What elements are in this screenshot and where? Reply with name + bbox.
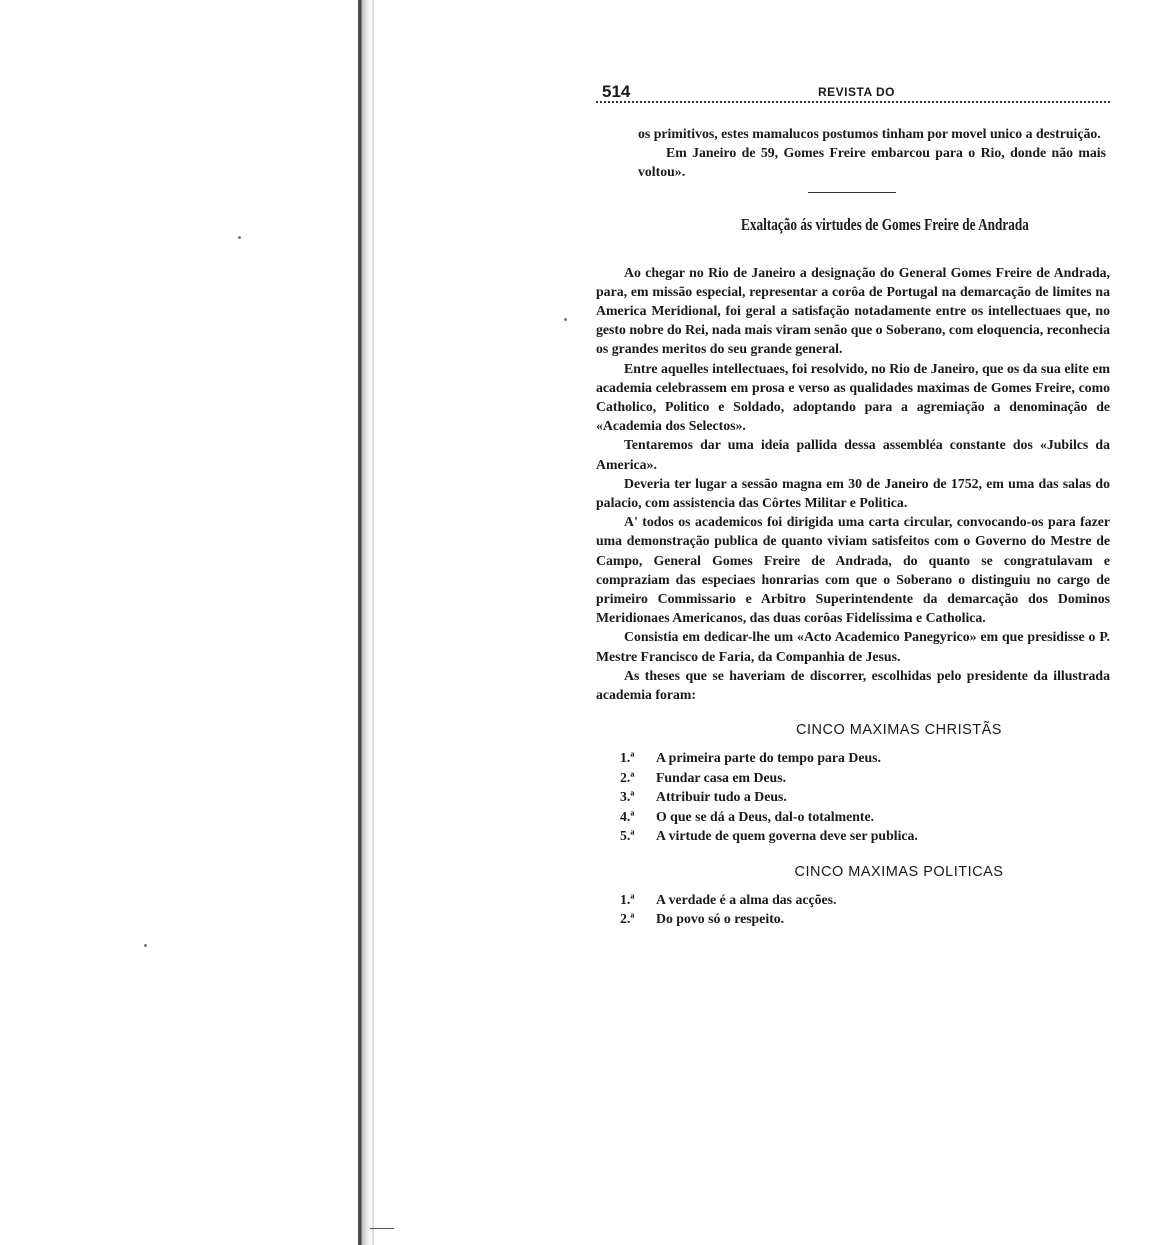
paragraph: Tentaremos dar uma ideia pallida dessa assembléa constante dos «Jubilcs da America». [596, 437, 1110, 472]
item-text: A primeira parte do tempo para Deus. [656, 750, 881, 766]
list-item [620, 787, 1110, 807]
paragraph: Consistia em dedicar-lhe um «Acto Academico Panegyrico» em que presidisse o P. Mestre Francisco de Faria, da Companhia de Jesus. [596, 629, 1110, 664]
item-number: 3.ª [620, 789, 635, 805]
list-item [620, 826, 1110, 846]
item-number: 2.ª [620, 911, 635, 927]
scan-speck [564, 318, 567, 321]
item-number: 1.ª [620, 891, 635, 907]
section-divider [808, 192, 896, 193]
item-number: 4.ª [620, 808, 635, 824]
christian-maxims-heading: CINCO MAXIMAS CHRISTÃS [796, 722, 1002, 739]
item-text: O que se dá a Deus, dal-o totalmente. [656, 808, 875, 824]
political-maxims-heading: CINCO MAXIMAS POLITICAS [794, 863, 1004, 880]
list-item [620, 807, 1110, 827]
item-text: Attribuir tudo a Deus. [656, 789, 787, 805]
political-maxims-list [596, 890, 1110, 929]
binding-gutter [358, 0, 372, 1245]
list-item [620, 909, 1110, 929]
item-number: 5.ª [620, 828, 635, 844]
item-text: A virtude de quem governa deve ser publica. [656, 828, 918, 844]
running-title: REVISTA DO [818, 85, 896, 99]
continued-paragraph: os primitivos, estes mamalucos postumos tinham por movel unico a destruição. [638, 126, 1101, 141]
page-number: 514 [602, 82, 631, 101]
gutter-foot-mark [370, 1228, 394, 1229]
paragraph: A' todos os academicos foi dirigida uma carta circular, convocando-os para fazer uma demonstração publica de quanto viviam satisfeitos com o Governo do Mestre de Campo, General Gomes Freire de Andrada, do quanto se congratulavam e compraziam das especiaes honrarias com que o Soberano o distinguiu no cargo de primeiro Commissario e Arbitro Superintendente da demarcação dos Dominos Meridionaes Americanos, das duas corôas Fidelissima e Catholica. [596, 514, 1110, 626]
scan-speck [144, 944, 147, 947]
paragraph: As theses que se haveriam de discorrer, escolhidas pelo presidente da illustrada academia foram: [596, 667, 1110, 703]
section-title: Exaltação ás virtudes de Gomes Freire de Andrada [741, 214, 1029, 234]
gutter-shadow [372, 0, 374, 1245]
christian-maxims-list [596, 748, 1110, 846]
list-item [620, 748, 1110, 768]
page-header [596, 82, 1110, 102]
scan-speck [238, 236, 241, 239]
continued-text [596, 124, 1110, 182]
paragraph: Deveria ter lugar a sessão magna em 30 de Janeiro de 1752, em uma das salas do palacio, com assistencia das Côrtes Militar e Politica. [596, 475, 1110, 511]
list-item [620, 890, 1110, 910]
book-page [596, 82, 1110, 929]
item-text: A verdade é a alma das acções. [656, 891, 837, 907]
continued-paragraph: Em Janeiro de 59, Gomes Freire embarcou para o Rio, donde não mais voltou». [638, 145, 1106, 180]
header-rule [596, 101, 1110, 103]
item-number: 2.ª [620, 769, 635, 785]
item-text: Do povo só o respeito. [656, 911, 785, 927]
paragraph: Ao chegar no Rio de Janeiro a designação do General Gomes Freire de Andrada, para, em missão especial, representar a corôa de Portugal na demarcação de limites na America Meridional, foi geral a satisfação notadamente entre os intellectuaes que, no gesto nobre do Rei, nada mais viram senão que o Soberano, com eloquencia, reconhecia os grandes meritos do seu grande general. [596, 264, 1110, 357]
article-body [596, 263, 1110, 705]
paragraph: Entre aquelles intellectuaes, foi resolvido, no Rio de Janeiro, que os da sua elite em academia celebrassem em prosa e verso as qualidades maximas de Gomes Freire, como Catholico, Politico e Soldado, adoptando para a agremiação a denominação de «Academia dos Selectos». [596, 360, 1110, 434]
item-number: 1.ª [620, 750, 635, 766]
list-item [620, 768, 1110, 788]
item-text: Fundar casa em Deus. [656, 769, 787, 785]
